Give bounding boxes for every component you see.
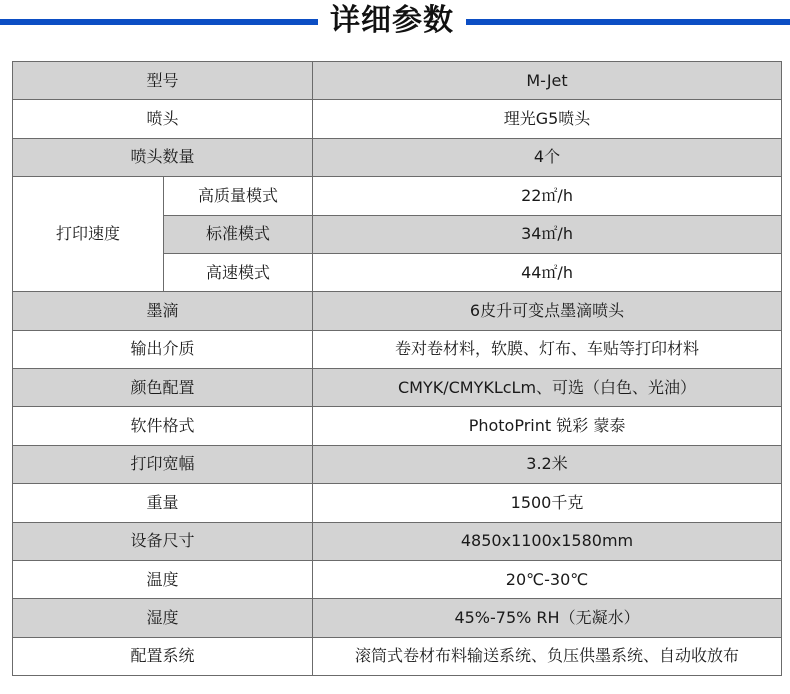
spec-value: 22㎡/h (313, 177, 782, 215)
spec-row (13, 62, 782, 100)
spec-value: 卷对卷材料，软膜、灯布、车贴等打印材料 (313, 330, 782, 368)
spec-value: 34㎡/h (313, 215, 782, 253)
spec-label: 湿度 (13, 599, 313, 637)
spec-value: 20℃-30℃ (313, 560, 782, 598)
spec-label: 颜色配置 (13, 369, 313, 407)
spec-label: 喷头 (13, 100, 313, 138)
spec-row (13, 177, 782, 215)
spec-label: 配置系统 (13, 637, 313, 675)
spec-row (13, 369, 782, 407)
section-title: 详细参数 (330, 3, 454, 38)
spec-sublabel: 高质量模式 (164, 177, 313, 215)
spec-group-label: 打印速度 (13, 177, 164, 292)
spec-row (13, 330, 782, 368)
spec-row (13, 407, 782, 445)
spec-value: M-Jet (313, 62, 782, 100)
spec-row (13, 522, 782, 560)
spec-value: 滚筒式卷材布料输送系统、负压供墨系统、自动收放布 (313, 637, 782, 675)
spec-label: 墨滴 (13, 292, 313, 330)
spec-value: 4850x1100x1580mm (313, 522, 782, 560)
spec-label: 喷头数量 (13, 138, 313, 176)
spec-label: 软件格式 (13, 407, 313, 445)
spec-row (13, 138, 782, 176)
spec-row (13, 292, 782, 330)
header-rule-left (0, 19, 318, 25)
spec-value: 6皮升可变点墨滴喷头 (313, 292, 782, 330)
spec-sublabel: 标准模式 (164, 215, 313, 253)
spec-value: PhotoPrint 锐彩 蒙泰 (313, 407, 782, 445)
spec-label: 输出介质 (13, 330, 313, 368)
spec-table (12, 61, 782, 676)
spec-value: 1500千克 (313, 484, 782, 522)
spec-label: 设备尺寸 (13, 522, 313, 560)
spec-value: 3.2米 (313, 445, 782, 483)
spec-value: 44㎡/h (313, 253, 782, 291)
spec-sublabel: 高速模式 (164, 253, 313, 291)
section-header (0, 0, 790, 50)
spec-value: 4个 (313, 138, 782, 176)
spec-row (13, 637, 782, 675)
spec-row (13, 445, 782, 483)
header-rule-right (466, 19, 790, 25)
spec-row (13, 599, 782, 637)
spec-label: 温度 (13, 560, 313, 598)
spec-value: 理光G5喷头 (313, 100, 782, 138)
spec-value: 45%-75% RH（无凝水） (313, 599, 782, 637)
spec-row (13, 100, 782, 138)
spec-label: 重量 (13, 484, 313, 522)
spec-row (13, 560, 782, 598)
spec-label: 打印宽幅 (13, 445, 313, 483)
spec-value: CMYK/CMYKLcLm、可选（白色、光油） (313, 369, 782, 407)
spec-row (13, 484, 782, 522)
spec-label: 型号 (13, 62, 313, 100)
